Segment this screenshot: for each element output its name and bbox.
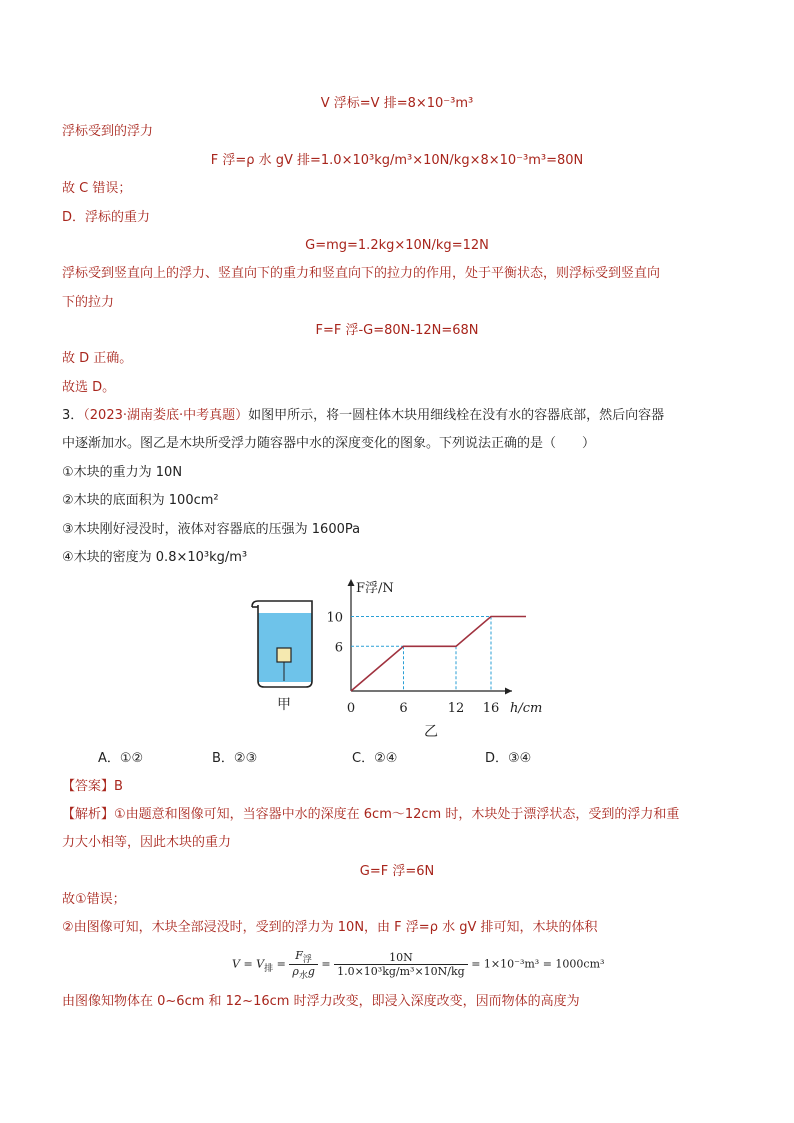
formula-lhs-sub: 排 (264, 963, 274, 974)
text-line: 故 D 正确。 (62, 351, 133, 366)
text-line: 浮标受到的浮力 (62, 124, 154, 139)
wood-block (277, 648, 291, 662)
formula-eq: = (276, 957, 286, 971)
option-c[interactable]: C．②④ (352, 751, 398, 766)
y-tick-label: 6 (334, 640, 343, 656)
buoyancy-depth-chart (326, 579, 542, 740)
x-tick-label: 6 (399, 701, 408, 716)
option-b[interactable]: B．②③ (212, 751, 258, 766)
frac2-num: 10N (334, 951, 468, 965)
eq-tension: F=F 浮-G=80N-12N=68N (315, 323, 479, 338)
statement-2: ②木块的底面积为 100cm² (62, 493, 219, 508)
analysis-line1: 【解析】①由题意和图像可知，当容器中水的深度在 6cm～12cm 时，木块处于漂浮状态，受到的浮力和重 (62, 807, 680, 822)
question-number: 3． (62, 408, 84, 423)
frac1-num-sub: 浮 (302, 955, 312, 965)
x-tick-label: 16 (482, 701, 500, 716)
beaker-diagram (252, 601, 312, 713)
eq-gravity: G=mg=1.2kg×10N/kg=12N (305, 238, 489, 253)
y-axis-label: F浮/N (356, 581, 394, 596)
formula-eq: = (321, 957, 331, 971)
option-d[interactable]: D．③④ (485, 751, 532, 766)
question-3-line1 (62, 406, 664, 426)
text-line: 下的拉力 (62, 295, 115, 310)
text-line: 故 C 错误； (62, 181, 132, 196)
x-axis-arrow (505, 688, 512, 695)
question-source: （2023·湖南娄底·中考真题） (83, 408, 249, 423)
y-tick-label: 10 (326, 610, 343, 626)
text-line: 浮标受到竖直向上的浮力、竖直向下的重力和竖直向下的拉力的作用，处于平衡状态，则浮标受到竖直向 (62, 266, 661, 281)
answer: 【答案】B (62, 779, 123, 794)
question-3-line2: 中逐渐加水。图乙是木块所受浮力随容器中水的深度变化的图象。下列说法正确的是（ ） (62, 436, 596, 451)
chart-label: 乙 (424, 724, 438, 740)
analysis-line7: 由图像知物体在 0~6cm 和 12~16cm 时浮力改变，即浸入深度改变，因而物体的高度为 (62, 994, 580, 1009)
analysis-line2: 力大小相等，因此木块的重力 (62, 835, 232, 850)
text-line: 故选 D。 (62, 380, 116, 395)
frac1-den: ρ (292, 965, 299, 978)
analysis-line5: ②由图像可知，木块全部浸没时，受到的浮力为 10N，由 F 浮=ρ 水 gV 排可知，木块的体积 (62, 920, 598, 935)
fraction-2 (334, 951, 468, 978)
eq-g-float: G=F 浮=6N (359, 864, 435, 879)
statement-1: ①木块的重力为 10N (62, 465, 183, 480)
statement-4: ④木块的密度为 0.8×10³kg/m³ (62, 550, 248, 565)
eq-buoyancy: F 浮=ρ 水 gV 排=1.0×10³kg/m³×10N/kg×8×10⁻³m³=80N (210, 153, 584, 168)
text-line: D．浮标的重力 (62, 210, 151, 225)
fraction-1 (289, 949, 318, 980)
eq-v-buoy: V 浮标=V 排=8×10⁻³m³ (320, 96, 474, 111)
statement-3: ③木块刚好浸没时，液体对容器底的压强为 1600Pa (62, 522, 361, 537)
series-line (351, 617, 526, 692)
frac2-den: 1.0×10³kg/m³×10N/kg (337, 965, 465, 978)
frac1-den-g: g (307, 965, 315, 978)
frac1-den-sub: 水 (298, 971, 308, 981)
frac1-num: F (295, 949, 303, 962)
x-tick-label: 0 (346, 701, 356, 716)
formula-lhs: V = V (232, 957, 265, 971)
formula-rhs: = 1×10⁻³m³ = 1000cm³ (471, 957, 605, 971)
beaker-label: 甲 (277, 697, 291, 713)
x-axis-label: h/cm (510, 701, 543, 716)
figure-beaker-and-chart (240, 575, 560, 743)
x-tick-label: 12 (447, 701, 465, 716)
y-axis-arrow (348, 579, 355, 586)
question-text: 如图甲所示，将一圆柱体木块用细线栓在没有水的容器底部，然后向容器 (248, 408, 665, 423)
option-a[interactable]: A．①② (98, 751, 144, 766)
analysis-line4: 故①错误； (62, 892, 126, 907)
volume-formula (232, 949, 604, 980)
